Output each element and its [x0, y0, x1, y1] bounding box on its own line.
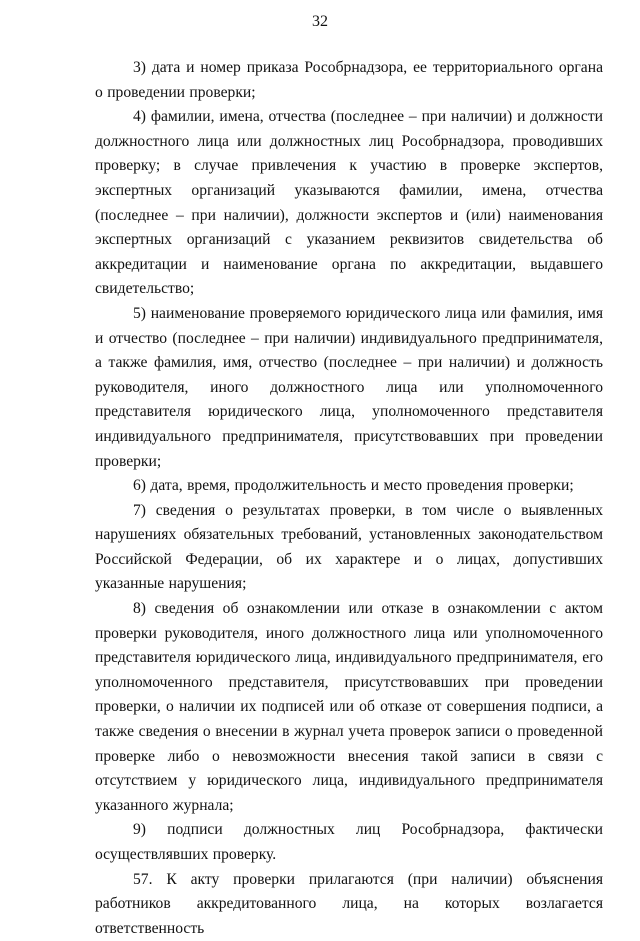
- page-number: 32: [312, 13, 328, 30]
- paragraph-57: 57. К акту проверки прилагаются (при наличии) объяснения работников аккредитованного лица, на которых возлагается ответственность: [95, 870, 603, 937]
- paragraph-item-5: 5) наименование проверяемого юридического лица или фамилия, имя и отчество (последнее – при наличии) индивидуального предпринимателя, а также фамилия, имя, отчество (последнее – при наличии) и должность руководителя, иного должностного лица или уполномоченного представителя юридического лица, уполномоченного представителя индивидуального предпринимателя, присутствовавших при проведении проверки;: [95, 304, 603, 470]
- paragraph-item-3: 3) дата и номер приказа Рособрнадзора, ее территориального органа о проведении проверки;: [95, 59, 603, 101]
- paragraph-item-9: 9) подписи должностных лиц Рособрнадзора, фактически осуществлявших проверку.: [95, 821, 603, 863]
- paragraph-item-4: 4) фамилии, имена, отчества (последнее – при наличии) и должности должностного лица или должностных лиц Рособрнадзора, проводивших проверку; в случае привлечения к участию в проверке экспертов, экспертных организаций указываются фамилии, имена, отчества (последнее – при наличии), должности экспертов и (или) наименования экспертных организаций с указанием реквизитов свидетельства об аккредитации и наименование органа по аккредитации, выдавшего свидетельство;: [95, 108, 603, 298]
- paragraph-item-7: 7) сведения о результатах проверки, в том числе о выявленных нарушениях обязательных требований, установленных законодательством Российской Федерации, об их характере и о лицах, допустивших указанные нарушения;: [95, 501, 603, 593]
- paragraph-item-6: 6) дата, время, продолжительность и место проведения проверки;: [133, 477, 574, 495]
- paragraph-item-8: 8) сведения об ознакомлении или отказе в ознакомлении с актом проверки руководителя, иного должностного лица или уполномоченного представителя юридического лица, индивидуального предпринимателя, его уполномоченного представителя, присутствовавших при проведении проверки, о наличии их подписей или об отказе от совершения подписи, а также сведения о внесении в журнал учета проверок записи о проведенной проверке либо о невозможности внесения такой записи в связи с отсутствием у юридического лица, индивидуального предпринимателя указанного журнала;: [95, 600, 603, 814]
- document-body: [95, 56, 603, 941]
